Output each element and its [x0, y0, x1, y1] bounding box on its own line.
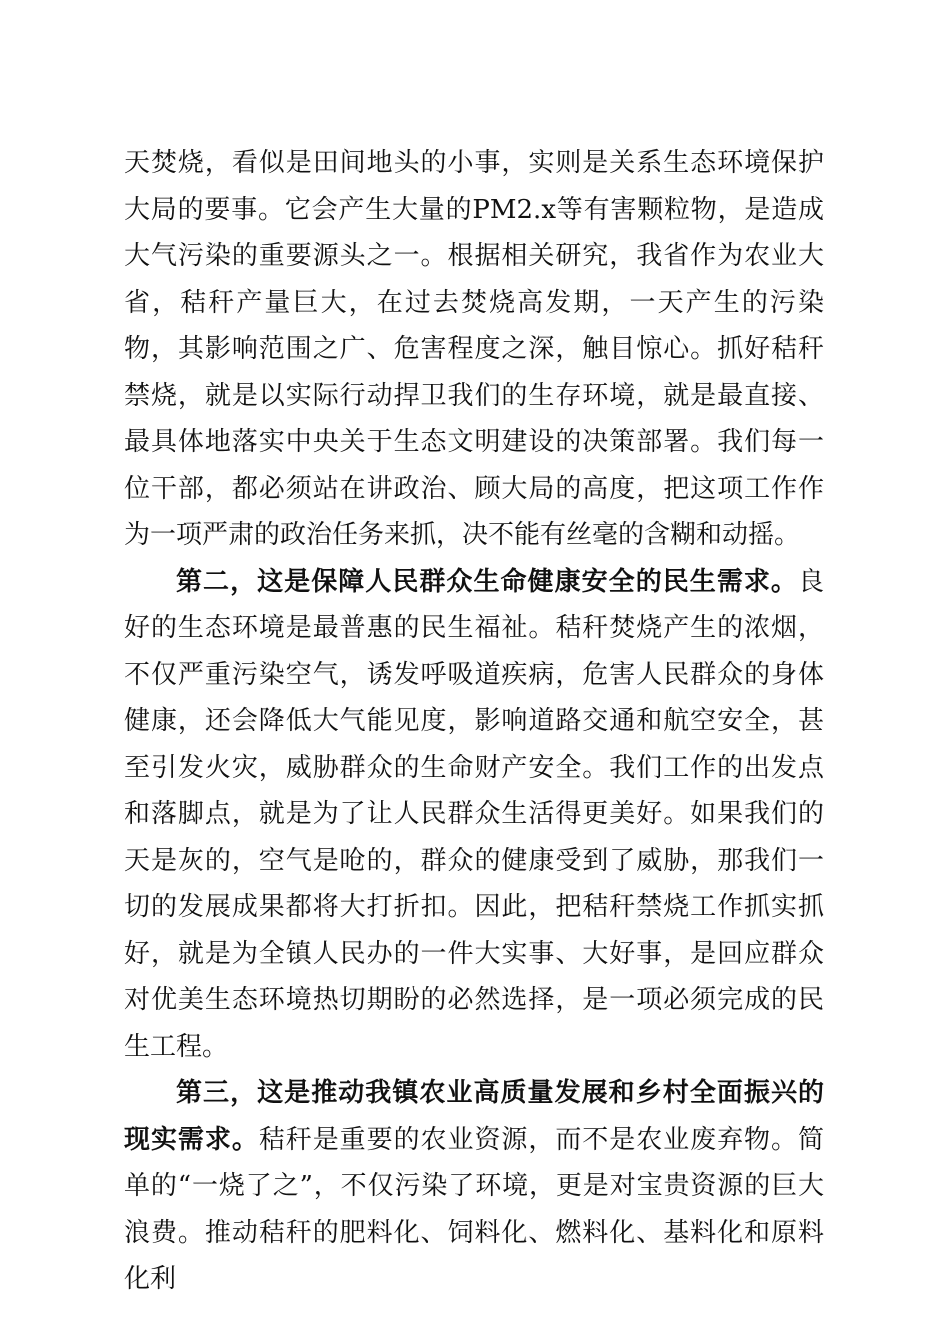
- paragraph-third-point: [124, 1070, 824, 1303]
- paragraph-continuation: [124, 140, 824, 559]
- document-body: [124, 140, 824, 1303]
- paragraph-body: 天焚烧，看似是田间地头的小事，实则是关系生态环境保护大局的要事。它会产生大量的PM2.x等有害颗粒物，是造成大气污染的重要源头之一。根据相关研究，我省作为农业大省，秸秆产量巨大，在过去焚烧高发期，一天产生的污染物，其影响范围之广、危害程度之深，触目惊心。抓好秸秆禁烧，就是以实际行动捍卫我们的生存环境，就是最直接、最具体地落实中央关于生态文明建设的决策部署。我们每一位干部，都必须站在讲政治、顾大局的高度，把这项工作作为一项严肃的政治任务来抓，决不能有丝毫的含糊和动摇。: [124, 148, 824, 550]
- paragraph-lead: 第二，这是保障人民群众生命健康安全的民生需求。: [176, 566, 798, 597]
- paragraph-lead: 第三，这是推动我镇农业高质量发展和乡村全面振兴的现实需求。: [124, 1078, 824, 1155]
- paragraph-second-point: [124, 559, 824, 1071]
- paragraph-body: 秸秆是重要的农业资源，而不是农业废弃物。简单的“一烧了之”，不仅污染了环境，更是对宝贵资源的巨大浪费。推动秸秆的肥料化、饲料化、燃料化、基料化和原料化利: [124, 1124, 824, 1294]
- paragraph-body: 良好的生态环境是最普惠的民生福祉。秸秆焚烧产生的浓烟，不仅严重污染空气，诱发呼吸道疾病，危害人民群众的身体健康，还会降低大气能见度，影响道路交通和航空安全，甚至引发火灾，威胁群众的生命财产安全。我们工作的出发点和落脚点，就是为了让人民群众生活得更美好。如果我们的天是灰的，空气是呛的，群众的健康受到了威胁，那我们一切的发展成果都将大打折扣。因此，把秸秆禁烧工作抓实抓好，就是为全镇人民办的一件大实事、大好事，是回应群众对优美生态环境热切期盼的必然选择，是一项必须完成的民生工程。: [124, 566, 824, 1062]
